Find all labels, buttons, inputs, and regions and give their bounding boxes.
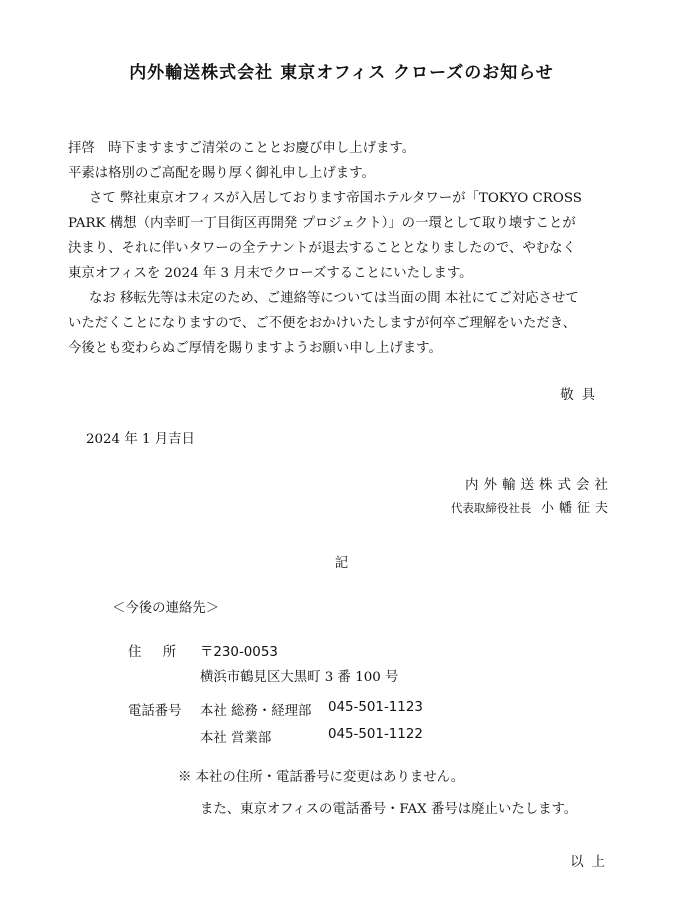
representative-position: 代表取締役社長 (450, 501, 532, 515)
ki-heading: 記 (334, 556, 349, 571)
phone-sales: 045-501-1122 (328, 727, 423, 742)
note-tokyo-abolished: また、東京オフィスの電話番号・FAX 番号は廃止いたします。 (200, 802, 578, 817)
company-name: 内外輸送株式会社 (465, 477, 613, 493)
body-line-7: なお 移転先等は未定のため、ご連絡等については当面の間 本社にてご対応させて (89, 291, 579, 306)
phone-general-affairs: 045-501-1123 (328, 700, 423, 715)
body-line-8: いただくことになりますので、ご不便をおかけいたしますが何卒ご理解をいただき、 (68, 316, 577, 331)
issue-date: 2024 年 1 月吉日 (86, 432, 195, 447)
greeting-line: 拝啓 時下ますますご清栄のこととお慶び申し上げます。 (68, 141, 416, 156)
closing-ijou: 以上 (570, 855, 613, 870)
body-line-3: さて 弊社東京オフィスが入居しております帝国ホテルタワーが「TOKYO CROSS (89, 191, 582, 206)
note-no-change: ※ 本社の住所・電話番号に変更はありません。 (178, 770, 465, 785)
postal-code: 〒230-0053 (200, 645, 278, 660)
closing-keigu: 敬具 (560, 388, 603, 403)
page-title: 内外輸送株式会社 東京オフィス クローズのお知らせ (129, 63, 554, 83)
address-value: 横浜市鶴見区大黒町 3 番 100 号 (200, 670, 399, 685)
dept-general-affairs: 本社 総務・経理部 (200, 704, 312, 719)
body-line-5: 決まり、それに伴いタワーの全テナントが退去することとなりましたので、やむなく (68, 241, 576, 256)
body-line-9: 今後とも変わらぬご厚情を賜りますようお願い申し上げます。 (68, 341, 442, 356)
address-label: 住 所 (128, 645, 181, 660)
thanks-line: 平素は格別のご高配を賜り厚く御礼申し上げます。 (68, 166, 375, 181)
dept-sales: 本社 営業部 (200, 731, 272, 746)
representative (451, 497, 613, 516)
representative-name: 小幡征夫 (540, 501, 613, 516)
body-line-6: 東京オフィスを 2024 年 3 月末でクローズすることにいたします。 (68, 266, 473, 281)
contact-heading: ＜今後の連絡先＞ (112, 601, 220, 616)
phone-label: 電話番号 (128, 704, 182, 719)
body-line-4: PARK 構想（内幸町一丁目街区再開発 プロジェクト）」の一環として取り壊すことが (68, 216, 576, 231)
